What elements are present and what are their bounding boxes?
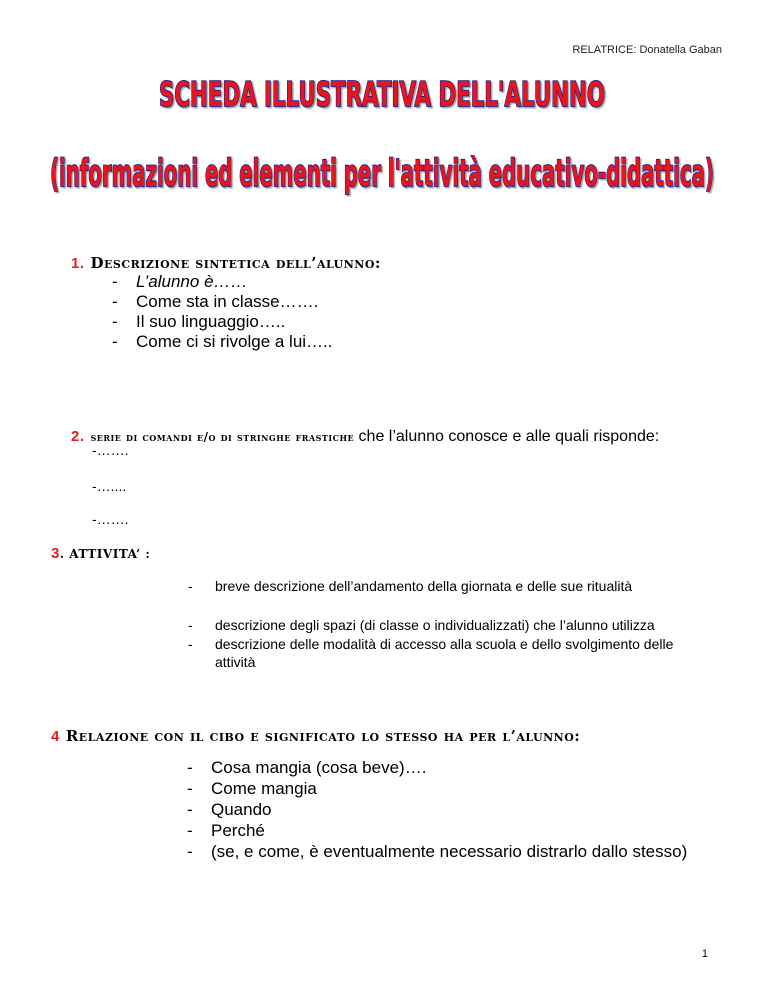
- section-2-heading: [71, 427, 659, 446]
- section-3-item-1: - breve descrizione dell’andamento della giornata e delle sue ritualità: [188, 578, 633, 594]
- section-2-number: 2.: [71, 428, 85, 445]
- list-item: - Perché: [187, 820, 687, 841]
- document-title: [0, 62, 768, 202]
- section-2-title: serie di comandi e/o di stringhe frastiche: [90, 430, 355, 444]
- section-3-heading: [51, 544, 150, 562]
- section-3-item-2: - descrizione degli spazi (di classe o individualizzati) che l’alunno utilizza: [188, 617, 655, 633]
- section-2-item-3: -…….: [92, 511, 129, 527]
- list-item: - Quando: [187, 799, 687, 820]
- section-4-list: [187, 757, 687, 862]
- list-item: - L’alunno è……: [112, 272, 333, 292]
- list-item: - Il suo linguaggio…..: [112, 312, 333, 332]
- section-4-title: Relazione con il cibo e significato lo stesso ha per l’alunno:: [65, 727, 581, 745]
- section-1-number: 1.: [71, 255, 85, 272]
- section-1-list: [112, 272, 333, 352]
- section-1-heading: [71, 254, 381, 272]
- section-4-heading: [51, 727, 580, 745]
- section-4-number: 4: [51, 728, 60, 745]
- section-2-item-1: -…….: [92, 442, 129, 458]
- section-2-title-tail: che l’alunno conosce e alle quali risponde:: [354, 428, 660, 445]
- list-item: - Cosa mangia (cosa beve)….: [187, 757, 687, 778]
- section-3-number: 3: [51, 545, 60, 562]
- section-3-item-3: - descrizione delle modalità di accesso alla scuola e dello svolgimento delle attività: [188, 636, 674, 670]
- list-item: - Come mangia: [187, 778, 687, 799]
- page-number: 1: [701, 948, 708, 960]
- section-1-title: Descrizione sintetica dell’alunno:: [90, 254, 381, 272]
- title-line-1: SCHEDA ILLUSTRATIVA DELL'ALUNNO: [159, 75, 605, 115]
- list-item: - Come ci si rivolge a lui…..: [112, 332, 333, 352]
- section-3-title: . ATTIVITA’ :: [59, 547, 151, 561]
- list-item: - (se, e come, è eventualmente necessario distrarlo dallo stesso): [187, 841, 687, 862]
- title-line-2: (informazioni ed elementi per l'attività educativo-didattica): [50, 152, 714, 195]
- header-note: RELATRICE: Donatella Gaban: [572, 44, 722, 56]
- section-2-item-2: -…....: [92, 478, 127, 494]
- list-item: - Come sta in classe…….: [112, 292, 333, 312]
